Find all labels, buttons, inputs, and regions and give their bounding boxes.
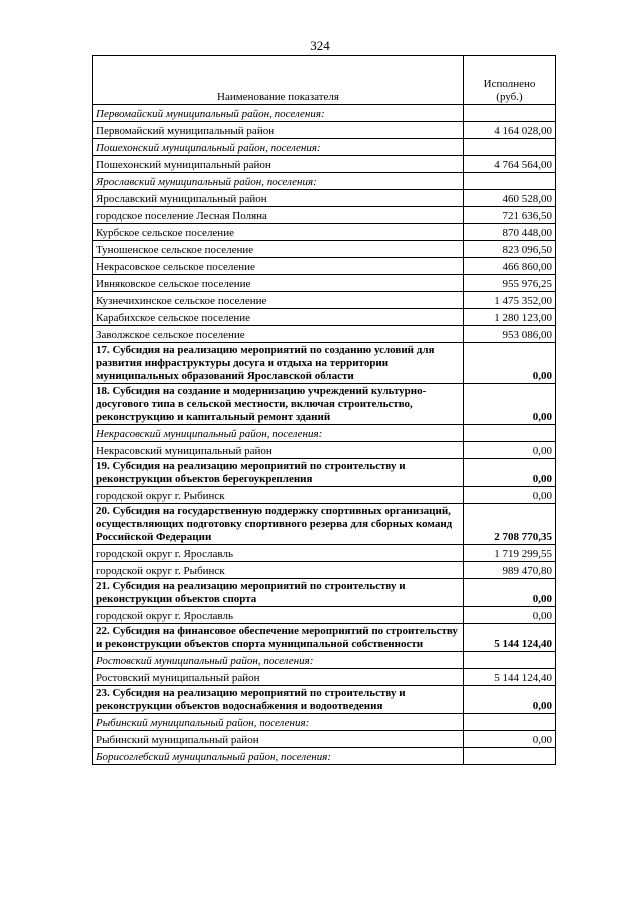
row-value-cell: 0,00	[464, 579, 556, 607]
row-name-cell: 19. Субсидия на реализацию мероприятий по строительству и реконструкции объектов берегоукрепления	[93, 459, 464, 487]
row-value-cell: 0,00	[464, 384, 556, 425]
row-value-cell: 721 636,50	[464, 207, 556, 224]
row-value-cell: 4 164 028,00	[464, 122, 556, 139]
table-row	[93, 442, 556, 459]
row-value-cell: 5 144 124,40	[464, 624, 556, 652]
row-value-cell: 460 528,00	[464, 190, 556, 207]
table-header	[93, 56, 556, 105]
row-name-cell: Ивняковское сельское поселение	[93, 275, 464, 292]
row-name-cell: Некрасовский муниципальный район, поселения:	[93, 425, 464, 442]
subsidy-row	[93, 384, 556, 425]
table-row	[93, 326, 556, 343]
row-value-cell: 823 096,50	[464, 241, 556, 258]
row-name-cell: 22. Субсидия на финансовое обеспечение мероприятий по строительству и реконструкции объектов спорта муниципальной собственности	[93, 624, 464, 652]
table-row	[93, 207, 556, 224]
row-name-cell: 21. Субсидия на реализацию мероприятий по строительству и реконструкции объектов спорта	[93, 579, 464, 607]
row-value-cell: 0,00	[464, 442, 556, 459]
table-row	[93, 241, 556, 258]
row-name-cell: Рыбинский муниципальный район	[93, 731, 464, 748]
header-value-line2: (руб.)	[496, 91, 523, 103]
table-row	[93, 190, 556, 207]
row-name-cell: Кузнечихинское сельское поселение	[93, 292, 464, 309]
row-name-cell: Борисоглебский муниципальный район, поселения:	[93, 748, 464, 765]
row-name-cell: Туношенское сельское поселение	[93, 241, 464, 258]
row-value-cell: 466 860,00	[464, 258, 556, 275]
row-value-cell: 5 144 124,40	[464, 669, 556, 686]
row-name-cell: 20. Субсидия на государственную поддержку спортивных организаций, осуществляющих подготовку спортивного резерва для сборных команд Российской Федерации	[93, 504, 464, 545]
row-name-cell: Ростовский муниципальный район, поселения:	[93, 652, 464, 669]
row-name-cell: Заволжское сельское поселение	[93, 326, 464, 343]
row-name-cell: Ростовский муниципальный район	[93, 669, 464, 686]
table-body	[93, 105, 556, 765]
row-value-cell	[464, 748, 556, 765]
section-row	[93, 748, 556, 765]
header-value-line1: Исполнено	[483, 78, 536, 90]
row-value-cell	[464, 714, 556, 731]
row-name-cell: Курбское сельское поселение	[93, 224, 464, 241]
subsidy-row	[93, 459, 556, 487]
table-row	[93, 275, 556, 292]
row-name-cell: Рыбинский муниципальный район, поселения:	[93, 714, 464, 731]
row-name-cell: Ярославский муниципальный район, поселения:	[93, 173, 464, 190]
table-row	[93, 487, 556, 504]
report-table	[92, 55, 556, 765]
section-row	[93, 173, 556, 190]
subsidy-row	[93, 504, 556, 545]
section-row	[93, 652, 556, 669]
subsidy-row	[93, 686, 556, 714]
header-name-cell: Наименование показателя	[93, 56, 464, 105]
row-name-cell: городской округ г. Ярославль	[93, 607, 464, 624]
row-value-cell: 870 448,00	[464, 224, 556, 241]
table-row	[93, 309, 556, 326]
table-row	[93, 607, 556, 624]
section-row	[93, 139, 556, 156]
row-value-cell: 0,00	[464, 343, 556, 384]
row-value-cell: 953 086,00	[464, 326, 556, 343]
row-value-cell	[464, 105, 556, 122]
subsidy-row	[93, 343, 556, 384]
row-name-cell: Первомайский муниципальный район	[93, 122, 464, 139]
table-row	[93, 156, 556, 173]
table-row	[93, 545, 556, 562]
row-name-cell: городское поселение Лесная Поляна	[93, 207, 464, 224]
table-row	[93, 669, 556, 686]
row-name-cell: 18. Субсидия на создание и модернизацию учреждений культурно-досугового типа в сельской местности, включая строительство, реконструкцию и капитальный ремонт зданий	[93, 384, 464, 425]
section-row	[93, 105, 556, 122]
row-name-cell: 17. Субсидия на реализацию мероприятий по созданию условий для развития инфраструктуры досуга и отдыха на территории муниципальных образований Ярославской области	[93, 343, 464, 384]
row-value-cell: 1 719 299,55	[464, 545, 556, 562]
row-value-cell: 2 708 770,35	[464, 504, 556, 545]
row-name-cell: Некрасовское сельское поселение	[93, 258, 464, 275]
row-name-cell: Пошехонский муниципальный район	[93, 156, 464, 173]
table-row	[93, 224, 556, 241]
row-value-cell: 0,00	[464, 459, 556, 487]
row-name-cell: Карабихское сельское поселение	[93, 309, 464, 326]
row-value-cell	[464, 173, 556, 190]
row-value-cell: 0,00	[464, 487, 556, 504]
row-value-cell	[464, 425, 556, 442]
row-name-cell: 23. Субсидия на реализацию мероприятий по строительству и реконструкции объектов водоснабжения и водоотведения	[93, 686, 464, 714]
table-row	[93, 292, 556, 309]
header-value-cell	[464, 56, 556, 105]
row-value-cell: 4 764 564,00	[464, 156, 556, 173]
section-row	[93, 425, 556, 442]
table-row	[93, 562, 556, 579]
row-name-cell: Пошехонский муниципальный район, поселения:	[93, 139, 464, 156]
row-value-cell: 1 475 352,00	[464, 292, 556, 309]
table-row	[93, 122, 556, 139]
row-name-cell: Некрасовский муниципальный район	[93, 442, 464, 459]
table-row	[93, 258, 556, 275]
row-value-cell: 0,00	[464, 686, 556, 714]
subsidy-row	[93, 624, 556, 652]
row-value-cell: 955 976,25	[464, 275, 556, 292]
subsidy-row	[93, 579, 556, 607]
row-value-cell: 0,00	[464, 731, 556, 748]
row-name-cell: Первомайский муниципальный район, поселения:	[93, 105, 464, 122]
row-name-cell: городской округ г. Ярославль	[93, 545, 464, 562]
row-name-cell: городской округ г. Рыбинск	[93, 487, 464, 504]
row-value-cell	[464, 139, 556, 156]
row-value-cell: 0,00	[464, 607, 556, 624]
row-name-cell: городской округ г. Рыбинск	[93, 562, 464, 579]
section-row	[93, 714, 556, 731]
row-name-cell: Ярославский муниципальный район	[93, 190, 464, 207]
page-number: 324	[310, 38, 330, 53]
table-row	[93, 731, 556, 748]
row-value-cell	[464, 652, 556, 669]
row-value-cell: 1 280 123,00	[464, 309, 556, 326]
row-value-cell: 989 470,80	[464, 562, 556, 579]
